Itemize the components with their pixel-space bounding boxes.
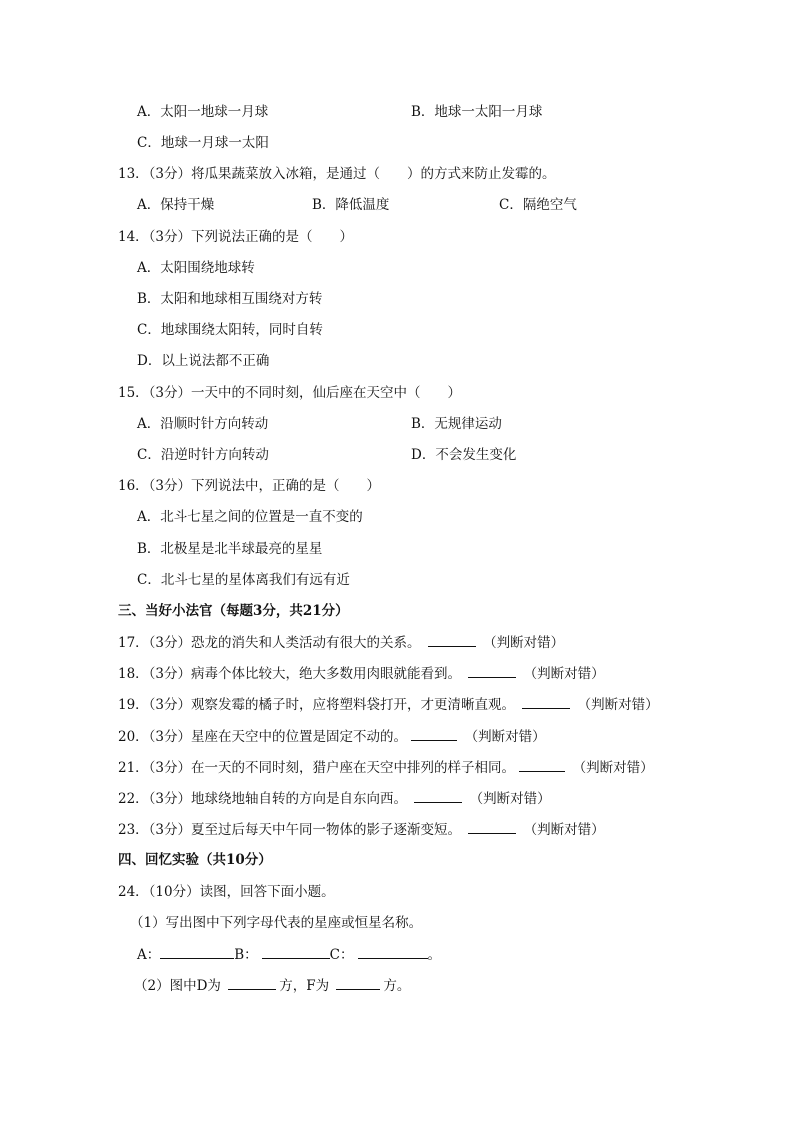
answer-blank-c xyxy=(358,944,428,959)
q24-sub2 xyxy=(134,975,410,996)
judge-question-20 xyxy=(118,726,546,747)
answer-blank-b xyxy=(262,944,330,959)
answer-blank xyxy=(428,632,476,647)
judge-suffix: （判断对错） xyxy=(483,635,565,651)
section-4-title: 四、回忆实验（共10分） xyxy=(118,852,272,868)
q13-stem: 13．（3分）将瓜果蔬菜放入冰箱，是通过（ ）的方式来防止发霉的。 xyxy=(118,166,556,182)
q15-option-d: D．不会发生变化 xyxy=(411,447,517,463)
sentence-end: 。 xyxy=(427,947,442,963)
q15-stem: 15．（3分）一天中的不同时刻，仙后座在天空中（ ） xyxy=(118,385,462,401)
answer-blank xyxy=(522,694,570,709)
sub2-prefix: （2）图中D为 xyxy=(134,978,221,994)
judge-text: 22．（3分）地球绕地轴自转的方向是自东向西。 xyxy=(118,791,408,807)
q15-option-c: C．沿逆时针方向转动 xyxy=(137,447,269,463)
answer-blank xyxy=(468,663,516,678)
sub2-end: 方。 xyxy=(383,978,411,994)
answer-blank-f xyxy=(336,975,380,990)
q12-option-b: B．地球一太阳一月球 xyxy=(411,104,543,120)
q13-option-c: C．隔绝空气 xyxy=(499,197,577,213)
q14-option-d: D．以上说法都不正确 xyxy=(137,353,270,369)
answer-blank xyxy=(411,726,457,741)
q14-option-b: B．太阳和地球相互围绕对方转 xyxy=(137,291,323,307)
sub2-middle: 方，F为 xyxy=(279,978,330,994)
judge-suffix: （判断对错） xyxy=(469,791,551,807)
q24-sub1-blanks xyxy=(137,944,441,965)
judge-question-22 xyxy=(118,788,551,809)
judge-text: 21．（3分）在一天的不同时刻，猎户座在天空中排列的样子相同。 xyxy=(118,760,516,776)
q15-option-a: A．沿顺时针方向转动 xyxy=(137,416,269,432)
q13-option-b: B．降低温度 xyxy=(312,197,390,213)
label-a: A： xyxy=(137,947,161,963)
judge-text: 20．（3分）星座在天空中的位置是固定不动的。 xyxy=(118,729,408,745)
q16-option-a: A．北斗七星之间的位置是一直不变的 xyxy=(137,509,363,525)
judge-question-17 xyxy=(118,632,564,653)
answer-blank-d xyxy=(228,975,276,990)
judge-text: 19．（3分）观察发霉的橘子时，应将塑料袋打开，才更清晰直观。 xyxy=(118,697,516,713)
judge-suffix: （判断对错） xyxy=(523,822,605,838)
label-b: B： xyxy=(234,947,258,963)
judge-question-19 xyxy=(118,694,659,715)
section-3-title: 三、当好小法官（每题3分，共21分） xyxy=(118,603,349,619)
q14-stem: 14．（3分）下列说法正确的是（ ） xyxy=(118,229,354,245)
answer-blank xyxy=(414,788,462,803)
q14-option-a: A．太阳围绕地球转 xyxy=(137,260,255,276)
q16-option-b: B．北极星是北半球最亮的星星 xyxy=(137,541,323,557)
judge-question-18 xyxy=(118,663,605,684)
judge-text: 17．（3分）恐龙的消失和人类活动有很大的关系。 xyxy=(118,635,421,651)
q24-sub1: （1）写出图中下列字母代表的星座或恒星名称。 xyxy=(130,915,423,931)
judge-suffix: （判断对错） xyxy=(572,760,654,776)
judge-question-21 xyxy=(118,757,654,778)
q12-option-a: A．太阳一地球一月球 xyxy=(137,104,269,120)
q13-option-a: A．保持干燥 xyxy=(137,197,215,213)
judge-question-23 xyxy=(118,819,605,840)
q16-option-c: C．北斗七星的星体离我们有远有近 xyxy=(137,572,350,588)
q24-stem: 24．（10分）读图，回答下面小题。 xyxy=(118,884,335,900)
judge-suffix: （判断对错） xyxy=(523,666,605,682)
q14-option-c: C．地球围绕太阳转，同时自转 xyxy=(137,322,323,338)
judge-text: 18．（3分）病毒个体比较大，绝大多数用肉眼就能看到。 xyxy=(118,666,462,682)
answer-blank-a xyxy=(160,944,234,959)
judge-suffix: （判断对错） xyxy=(464,729,546,745)
answer-blank xyxy=(468,819,516,834)
q15-option-b: B．无规律运动 xyxy=(411,416,502,432)
answer-blank xyxy=(519,757,565,772)
judge-suffix: （判断对错） xyxy=(577,697,659,713)
q12-option-c: C．地球一月球一太阳 xyxy=(137,135,269,151)
q16-stem: 16．（3分）下列说法中，正确的是（ ） xyxy=(118,478,381,494)
judge-text: 23．（3分）夏至过后每天中午同一物体的影子逐渐变短。 xyxy=(118,822,462,838)
label-c: C： xyxy=(329,947,354,963)
